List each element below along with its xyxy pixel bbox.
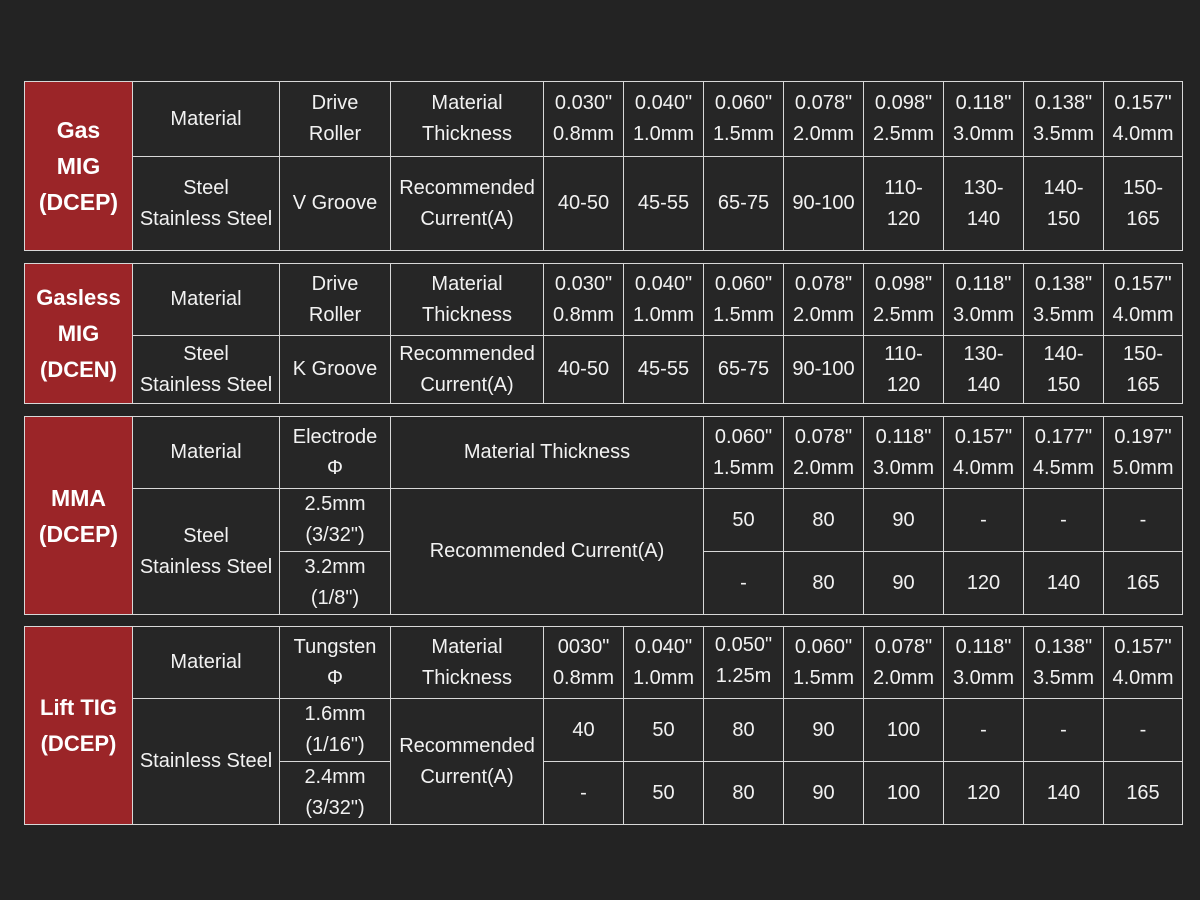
- thickness-cell: 0.118" 3.0mm: [944, 264, 1024, 336]
- current-cell: -: [944, 699, 1024, 762]
- thickness-label: Material Thickness: [391, 417, 704, 489]
- thickness-cell: 0.157" 4.0mm: [1104, 627, 1183, 699]
- current-cell: 150- 165: [1104, 336, 1183, 404]
- thickness-cell: 0.157" 4.0mm: [1104, 264, 1183, 336]
- current-cell: 45-55: [624, 336, 704, 404]
- current-cell: 80: [704, 762, 784, 825]
- electrode-header: Electrode Φ: [280, 417, 391, 489]
- thickness-label: Material Thickness: [391, 82, 544, 157]
- gas-mig-table: [24, 81, 1183, 251]
- current-cell: 130- 140: [944, 336, 1024, 404]
- current-cell: 45-55: [624, 157, 704, 251]
- current-cell: 165: [1104, 762, 1183, 825]
- current-cell: 150- 165: [1104, 157, 1183, 251]
- thickness-cell: 0.098" 2.5mm: [864, 82, 944, 157]
- current-cell: 40-50: [544, 336, 624, 404]
- thickness-cell: 0.050" 1.25m: [704, 627, 784, 699]
- current-label: Recommended Current(A): [391, 157, 544, 251]
- current-cell: -: [1024, 699, 1104, 762]
- material-value: Steel Stainless Steel: [133, 336, 280, 404]
- thickness-label: Material Thickness: [391, 264, 544, 336]
- current-label: Recommended Current(A): [391, 489, 704, 615]
- mode-label: Gasless MIG (DCEN): [25, 264, 133, 404]
- thickness-cell: 0.060" 1.5mm: [784, 627, 864, 699]
- thickness-cell: 0.138" 3.5mm: [1024, 627, 1104, 699]
- current-cell: 140- 150: [1024, 336, 1104, 404]
- current-cell: 90-100: [784, 157, 864, 251]
- tungsten-header: Tungsten Φ: [280, 627, 391, 699]
- current-cell: 90: [864, 552, 944, 615]
- current-cell: 40: [544, 699, 624, 762]
- current-cell: 120: [944, 552, 1024, 615]
- material-value: Steel Stainless Steel: [133, 489, 280, 615]
- material-value: Stainless Steel: [133, 699, 280, 825]
- drive-roller-header: Drive Roller: [280, 264, 391, 336]
- current-cell: 50: [704, 489, 784, 552]
- tungsten-size: 1.6mm (1/16"): [280, 699, 391, 762]
- thickness-cell: 0.060" 1.5mm: [704, 417, 784, 489]
- thickness-cell: 0.118" 3.0mm: [944, 82, 1024, 157]
- current-cell: 65-75: [704, 336, 784, 404]
- current-cell: 140: [1024, 552, 1104, 615]
- drive-roller-value: K Groove: [280, 336, 391, 404]
- electrode-size: 2.5mm (3/32"): [280, 489, 391, 552]
- gasless-mig-table: [24, 263, 1183, 404]
- thickness-cell: 0.060" 1.5mm: [704, 82, 784, 157]
- current-cell: 100: [864, 699, 944, 762]
- mode-label: MMA (DCEP): [25, 417, 133, 615]
- material-header: Material: [133, 82, 280, 157]
- mode-label: Lift TIG (DCEP): [25, 627, 133, 825]
- current-cell: -: [1104, 489, 1183, 552]
- current-cell: -: [1104, 699, 1183, 762]
- thickness-cell: 0.157" 4.0mm: [1104, 82, 1183, 157]
- current-cell: 90: [784, 762, 864, 825]
- current-label: Recommended Current(A): [391, 699, 544, 825]
- current-cell: 100: [864, 762, 944, 825]
- material-header: Material: [133, 627, 280, 699]
- current-cell: 90: [784, 699, 864, 762]
- thickness-cell: 0.197" 5.0mm: [1104, 417, 1183, 489]
- thickness-cell: 0.040" 1.0mm: [624, 264, 704, 336]
- current-cell: 40-50: [544, 157, 624, 251]
- current-cell: 130- 140: [944, 157, 1024, 251]
- current-cell: 80: [784, 552, 864, 615]
- thickness-cell: 0.040" 1.0mm: [624, 627, 704, 699]
- material-header: Material: [133, 417, 280, 489]
- thickness-label: Material Thickness: [391, 627, 544, 699]
- current-cell: 80: [784, 489, 864, 552]
- drive-roller-header: Drive Roller: [280, 82, 391, 157]
- lift-tig-table: [24, 626, 1183, 825]
- thickness-cell: 0.138" 3.5mm: [1024, 82, 1104, 157]
- mode-label: Gas MIG (DCEP): [25, 82, 133, 251]
- current-cell: 165: [1104, 552, 1183, 615]
- current-cell: 65-75: [704, 157, 784, 251]
- current-cell: 50: [624, 699, 704, 762]
- thickness-cell: 0.118" 3.0mm: [864, 417, 944, 489]
- thickness-cell: 0.098" 2.5mm: [864, 264, 944, 336]
- thickness-cell: 0.060" 1.5mm: [704, 264, 784, 336]
- mma-table: [24, 416, 1183, 615]
- current-cell: 110- 120: [864, 157, 944, 251]
- current-cell: 140: [1024, 762, 1104, 825]
- thickness-cell: 0.177" 4.5mm: [1024, 417, 1104, 489]
- current-cell: 90: [864, 489, 944, 552]
- current-cell: 90-100: [784, 336, 864, 404]
- drive-roller-value: V Groove: [280, 157, 391, 251]
- material-header: Material: [133, 264, 280, 336]
- current-cell: -: [1024, 489, 1104, 552]
- thickness-cell: 0.078" 2.0mm: [784, 82, 864, 157]
- thickness-cell: 0.078" 2.0mm: [784, 417, 864, 489]
- current-cell: -: [944, 489, 1024, 552]
- thickness-cell: 0030" 0.8mm: [544, 627, 624, 699]
- current-cell: -: [544, 762, 624, 825]
- material-value: Steel Stainless Steel: [133, 157, 280, 251]
- current-label: Recommended Current(A): [391, 336, 544, 404]
- current-cell: 50: [624, 762, 704, 825]
- thickness-cell: 0.157" 4.0mm: [944, 417, 1024, 489]
- current-cell: 140- 150: [1024, 157, 1104, 251]
- current-cell: 80: [704, 699, 784, 762]
- thickness-cell: 0.030" 0.8mm: [544, 264, 624, 336]
- electrode-size: 3.2mm (1/8"): [280, 552, 391, 615]
- tungsten-size: 2.4mm (3/32"): [280, 762, 391, 825]
- thickness-cell: 0.040" 1.0mm: [624, 82, 704, 157]
- current-cell: -: [704, 552, 784, 615]
- current-cell: 110- 120: [864, 336, 944, 404]
- current-cell: 120: [944, 762, 1024, 825]
- thickness-cell: 0.078" 2.0mm: [864, 627, 944, 699]
- thickness-cell: 0.138" 3.5mm: [1024, 264, 1104, 336]
- thickness-cell: 0.078" 2.0mm: [784, 264, 864, 336]
- thickness-cell: 0.030" 0.8mm: [544, 82, 624, 157]
- thickness-cell: 0.118" 3.0mm: [944, 627, 1024, 699]
